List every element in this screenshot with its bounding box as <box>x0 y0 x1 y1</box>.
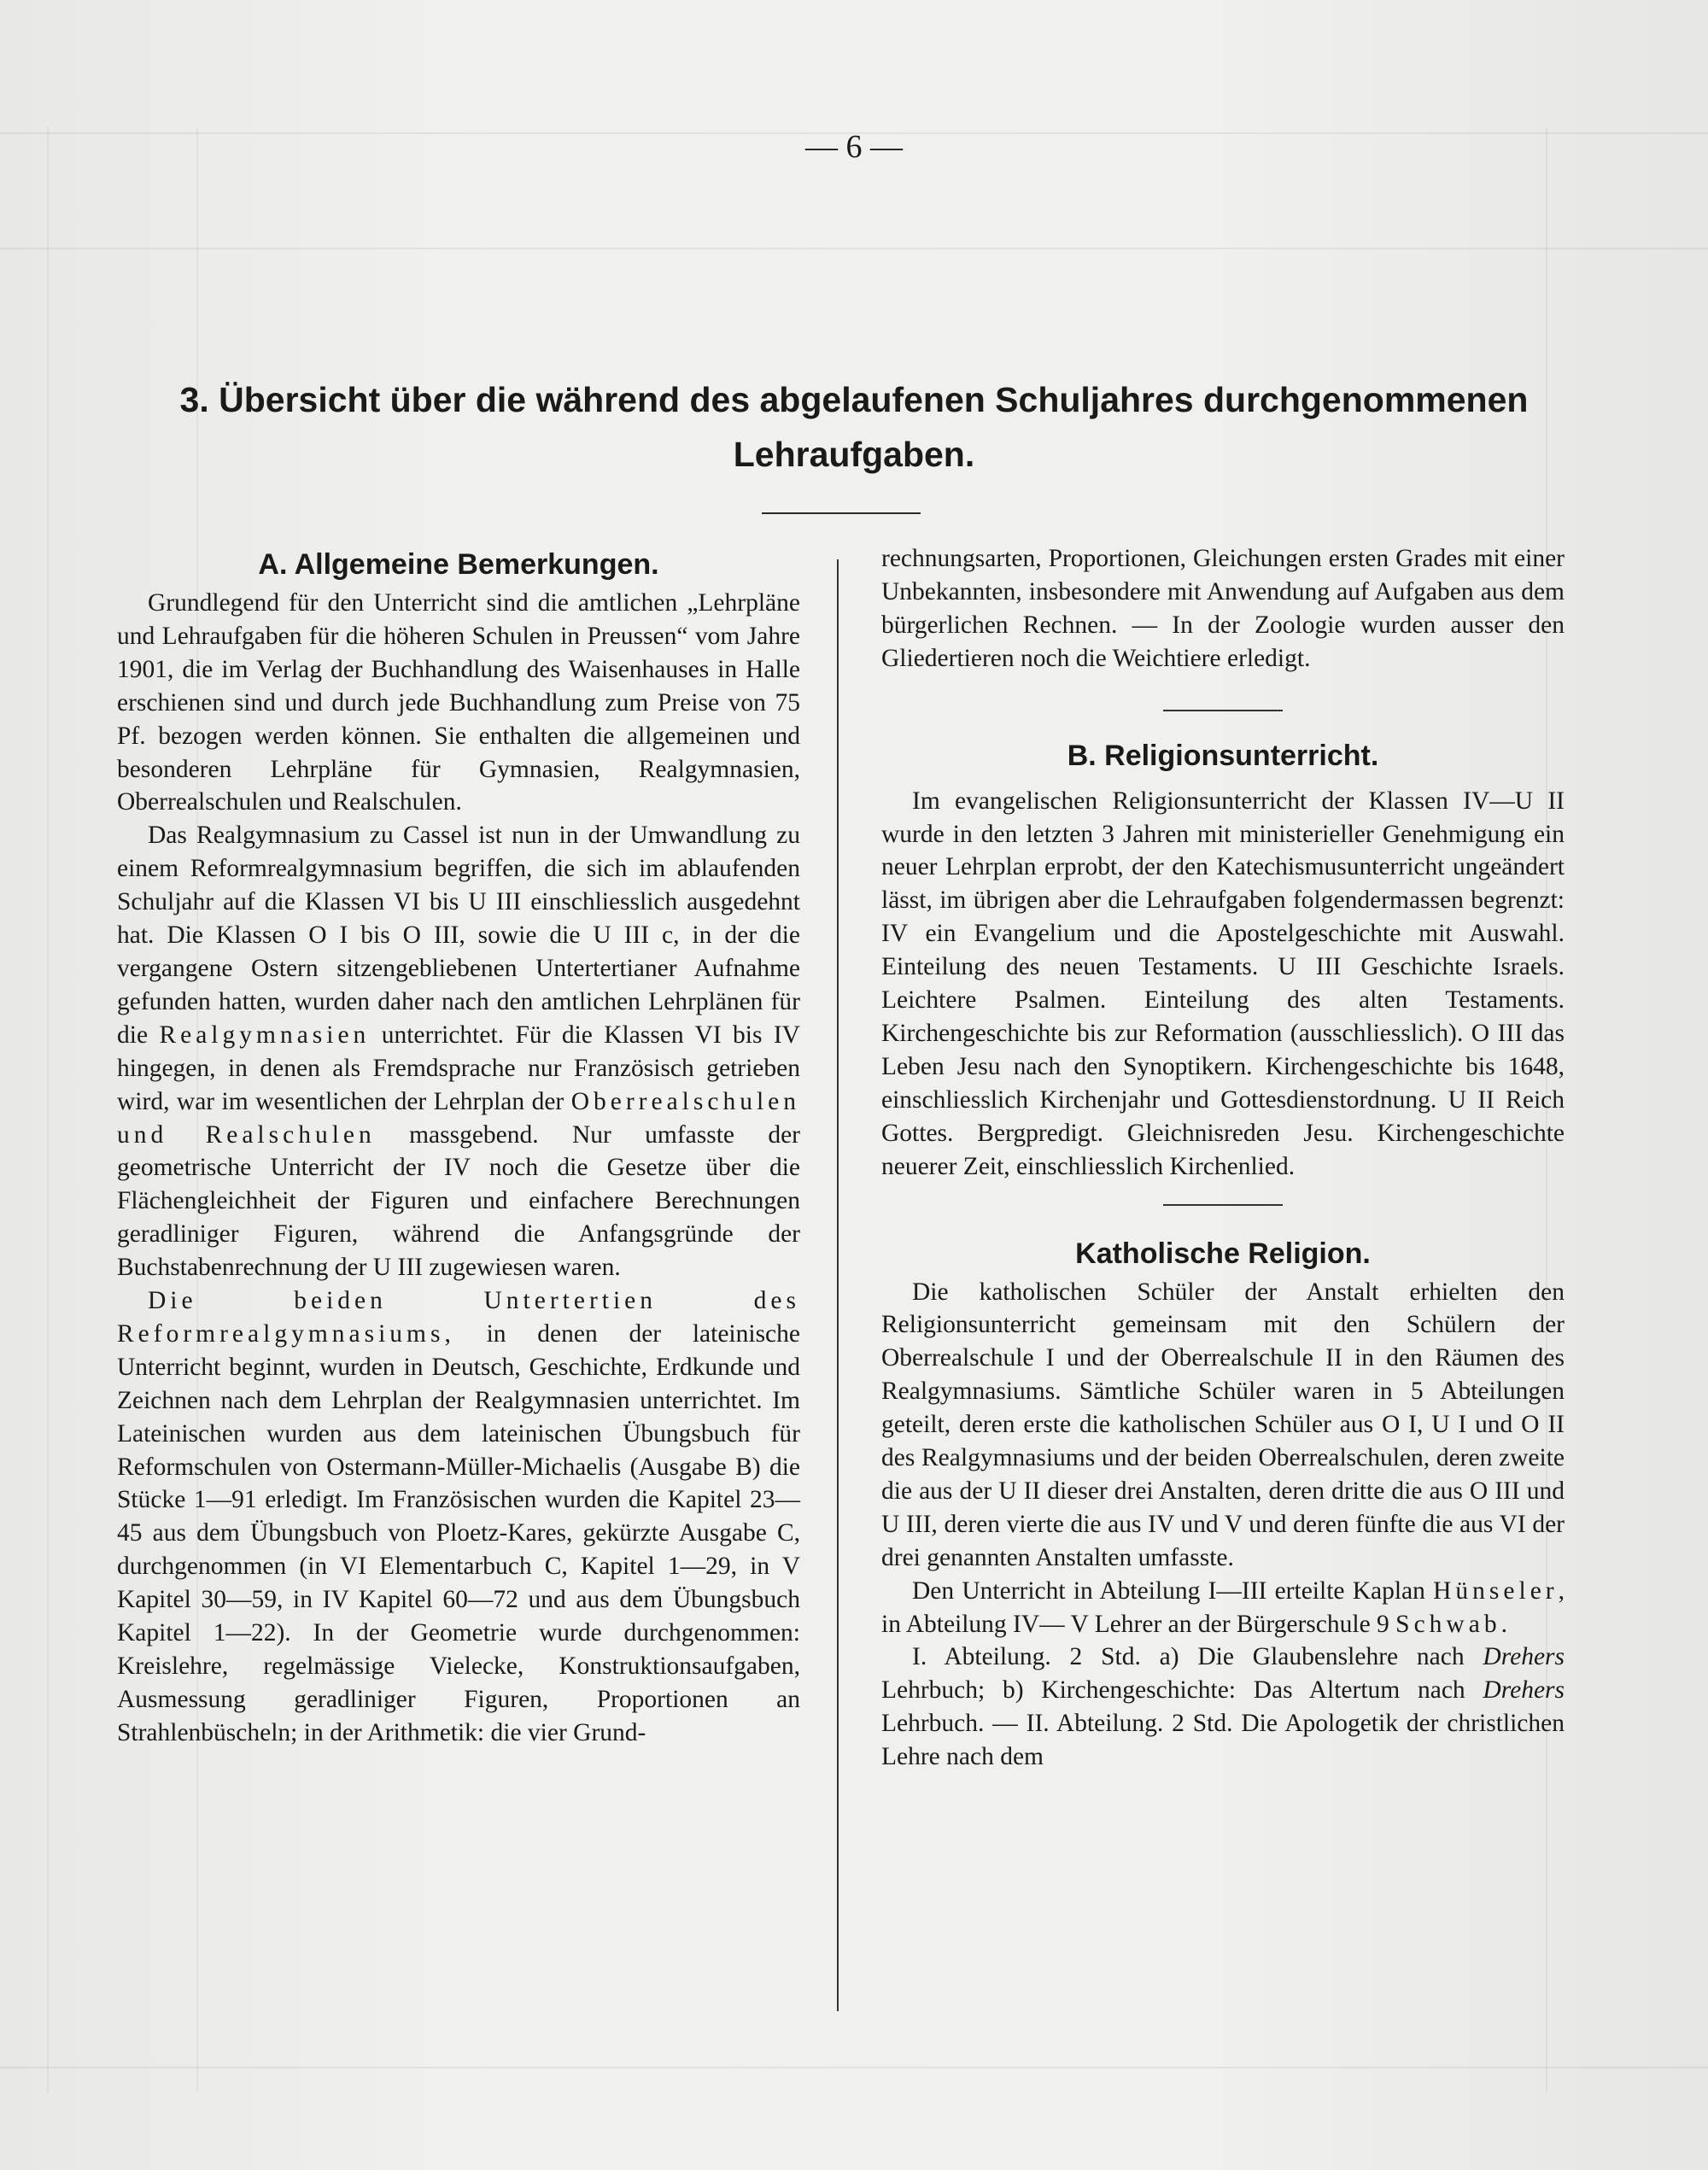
spaced-term-realgymnasien: Realgymnasien <box>159 1021 371 1049</box>
text-run: Das Realgymnasium zu Cassel ist nun in der Umwandlung zu einem Reformrealgymnasium begriffen, die sich im ablaufenden Schuljahr auf die Klassen VI bis U III einschliesslich ausgedehnt hat. Die Klassen O I bis O III, sowie die U III c, in der die vergangene Ostern sitzengebliebenen Untertertianer Aufnahme gefunden hatten, wurden daher nach den amtlichen Lehrplänen für die <box>117 822 800 1049</box>
text-run: massgebend. Nur umfasste der geometrische Unterricht der IV noch die Gesetze über die Flächengleichheit der Figuren und einfachere Berechnungen geradliniger Figuren, während die Anfangsgründe der Buchstabenrechnung der U III zugewiesen waren. <box>117 1120 800 1282</box>
page-number: — 6 — <box>805 129 903 165</box>
text-run: in denen der lateinische Unterricht beginnt, wurden in Deutsch, Geschichte, Erdkunde und Zeichnen nach dem Lehrplan der Realgymnasien unterrichtet. Im Lateinischen wurden aus dem lateinischen Übungsbuch für Reformschulen von Ostermann-Müller-Michaelis (Ausgabe B) die Stücke 1—91 erledigt. Im Französischen wurden die Kapitel 23—45 aus dem Übungsbuch von Ploetz-Kares, gekürzte Ausgabe C, durchgenommen (in VI Elementarbuch C, Kapitel 1—29, in V Kapitel 30—59, in IV Kapitel 60—72 und aus dem Übungsbuch Kapitel 1—22). In der Geometrie wurde durchgenommen: Kreislehre, regelmässige Vielecke, Konstruktionsaufgaben, Ausmessung geradliniger Figuren, Proportionen an Strahlenbüscheln; in der Arithmetik: die vier Grund- <box>117 1319 800 1746</box>
heading-religionsunterricht: B. Religionsunterricht. <box>1067 739 1379 772</box>
left-column <box>117 542 800 1750</box>
spaced-term-oberrealschulen: Oberrealschulen und Realschulen <box>117 1087 800 1149</box>
text-run: Den Unterricht in Abteilung I—III erteilte Kaplan <box>912 1576 1434 1605</box>
author-dreher: Drehers <box>1483 1643 1565 1671</box>
bleed-through-rule <box>47 128 49 2092</box>
text-run: Lehrbuch; b) Kirchengeschichte: Das Altertum nach <box>881 1676 1483 1705</box>
separator-rule <box>1163 710 1283 711</box>
column-divider <box>837 559 839 2011</box>
text-run: I. Abteilung. 2 Std. a) Die Glaubenslehre nach <box>912 1643 1483 1671</box>
spaced-term-untertertien: Die beiden Untertertien des Reformrealgymnasiums, <box>117 1287 800 1348</box>
section-title: 3. Übersicht über die während des abgelaufenen Schuljahres durchgenommenen Lehraufgaben. <box>179 380 1529 474</box>
right-column <box>881 542 1565 1774</box>
bleed-through-rule <box>0 2067 1708 2068</box>
separator-rule <box>1163 1204 1283 1206</box>
text-run: unterrichtet. Für die Klassen VI bis IV hingegen, in denen als Fremdsprache nur Französisch getrieben wird, war im wesentlichen der Lehrplan der <box>117 1021 800 1115</box>
bleed-through-header <box>632 77 641 115</box>
paragraph-katholisch-lehrer <box>881 1575 1565 1641</box>
text-run: . <box>1500 1610 1507 1638</box>
paragraph-realgymnasium <box>117 819 800 1284</box>
paragraph-continuation: rechnungsarten, Proportionen, Gleichungen ersten Grades mit einer Unbekannten, insbesondere mit Anwendung auf Aufgaben aus dem bürgerlichen Rechnen. — In der Zoologie wurden ausser den Gliedertieren noch die Weichtiere erledigt. <box>881 545 1565 672</box>
paragraph-katholisch-abteilung-1 <box>881 1641 1565 1774</box>
bleed-through-rule <box>0 248 1708 249</box>
name-huenseler: Hünseler <box>1433 1576 1559 1605</box>
heading-allgemeine-bemerkungen: A. Allgemeine Bemerkungen. <box>258 548 659 581</box>
text-run: Lehrbuch. — II. Abteilung. 2 Std. Die Apologetik der christlichen Lehre nach dem <box>881 1710 1565 1771</box>
title-rule <box>762 512 921 514</box>
paragraph-lehrplaene: Grundlegend für den Unterricht sind die amtlichen „Lehrpläne und Lehraufgaben für die höheren Schulen in Preussen“ vom Jahre 1901, die im Verlag der Buchhandlung des Waisenhauses in Halle erschienen sind und durch jede Buchhandlung zum Preise von 75 Pf. bezogen werden können. Sie enthalten die allgemeinen und besonderen Lehrpläne für Gymnasien, Realgymnasien, Oberrealschulen und Realschulen. <box>117 589 800 816</box>
text-run: , in Abteilung IV— V Lehrer an der Bürgerschule 9 <box>881 1576 1565 1638</box>
paragraph-untertertien <box>117 1284 800 1750</box>
author-dreher: Drehers <box>1483 1676 1565 1705</box>
paragraph-evangelisch: Im evangelischen Religionsunterricht der Klassen IV—U II wurde in den letzten 3 Jahren mit ministerieller Genehmigung ein neuer Lehrplan erprobt, der den Katechismusunterricht ungeändert lässt, im übrigen aber die Lehraufgaben folgendermassen begrenzt: IV ein Evangelium und die Apostelgeschichte mit Auswahl. Einteilung des neuen Testaments. U III Geschichte Israels. Leichtere Psalmen. Einteilung des alten Testaments. Kirchengeschichte bis zur Reformation (ausschliesslich). O III das Leben Jesu nach den Synoptikern. Kirchengeschichte bis 1648, einschliesslich Kirchenjahr und Gottesdienstordnung. U II Reich Gottes. Bergpredigt. Gleichnisreden Jesu. Kirchengeschichte neuerer Zeit, einschliesslich Kirchenlied. <box>881 787 1565 1180</box>
name-schwab: Schwab <box>1395 1610 1501 1638</box>
paragraph-katholisch-abteilungen: Die katholischen Schüler der Anstalt erhielten den Religionsunterricht gemeinsam mit den Schülern der Oberrealschule I und der Oberrealschule II in den Räumen des Realgymnasiums. Sämtliche Schüler waren in 5 Abteilungen geteilt, deren erste die katholischen Schüler aus O I, U I und O II des Realgymnasiums und der beiden Oberrealschulen, deren zweite die aus der U II dieser drei Anstalten, deren dritte die aus O III und U III, deren vierte die aus IV und V und deren fünfte die aus VI der drei genannten Anstalten umfasste. <box>881 1278 1565 1571</box>
heading-katholische-religion: Katholische Religion. <box>1075 1237 1371 1270</box>
